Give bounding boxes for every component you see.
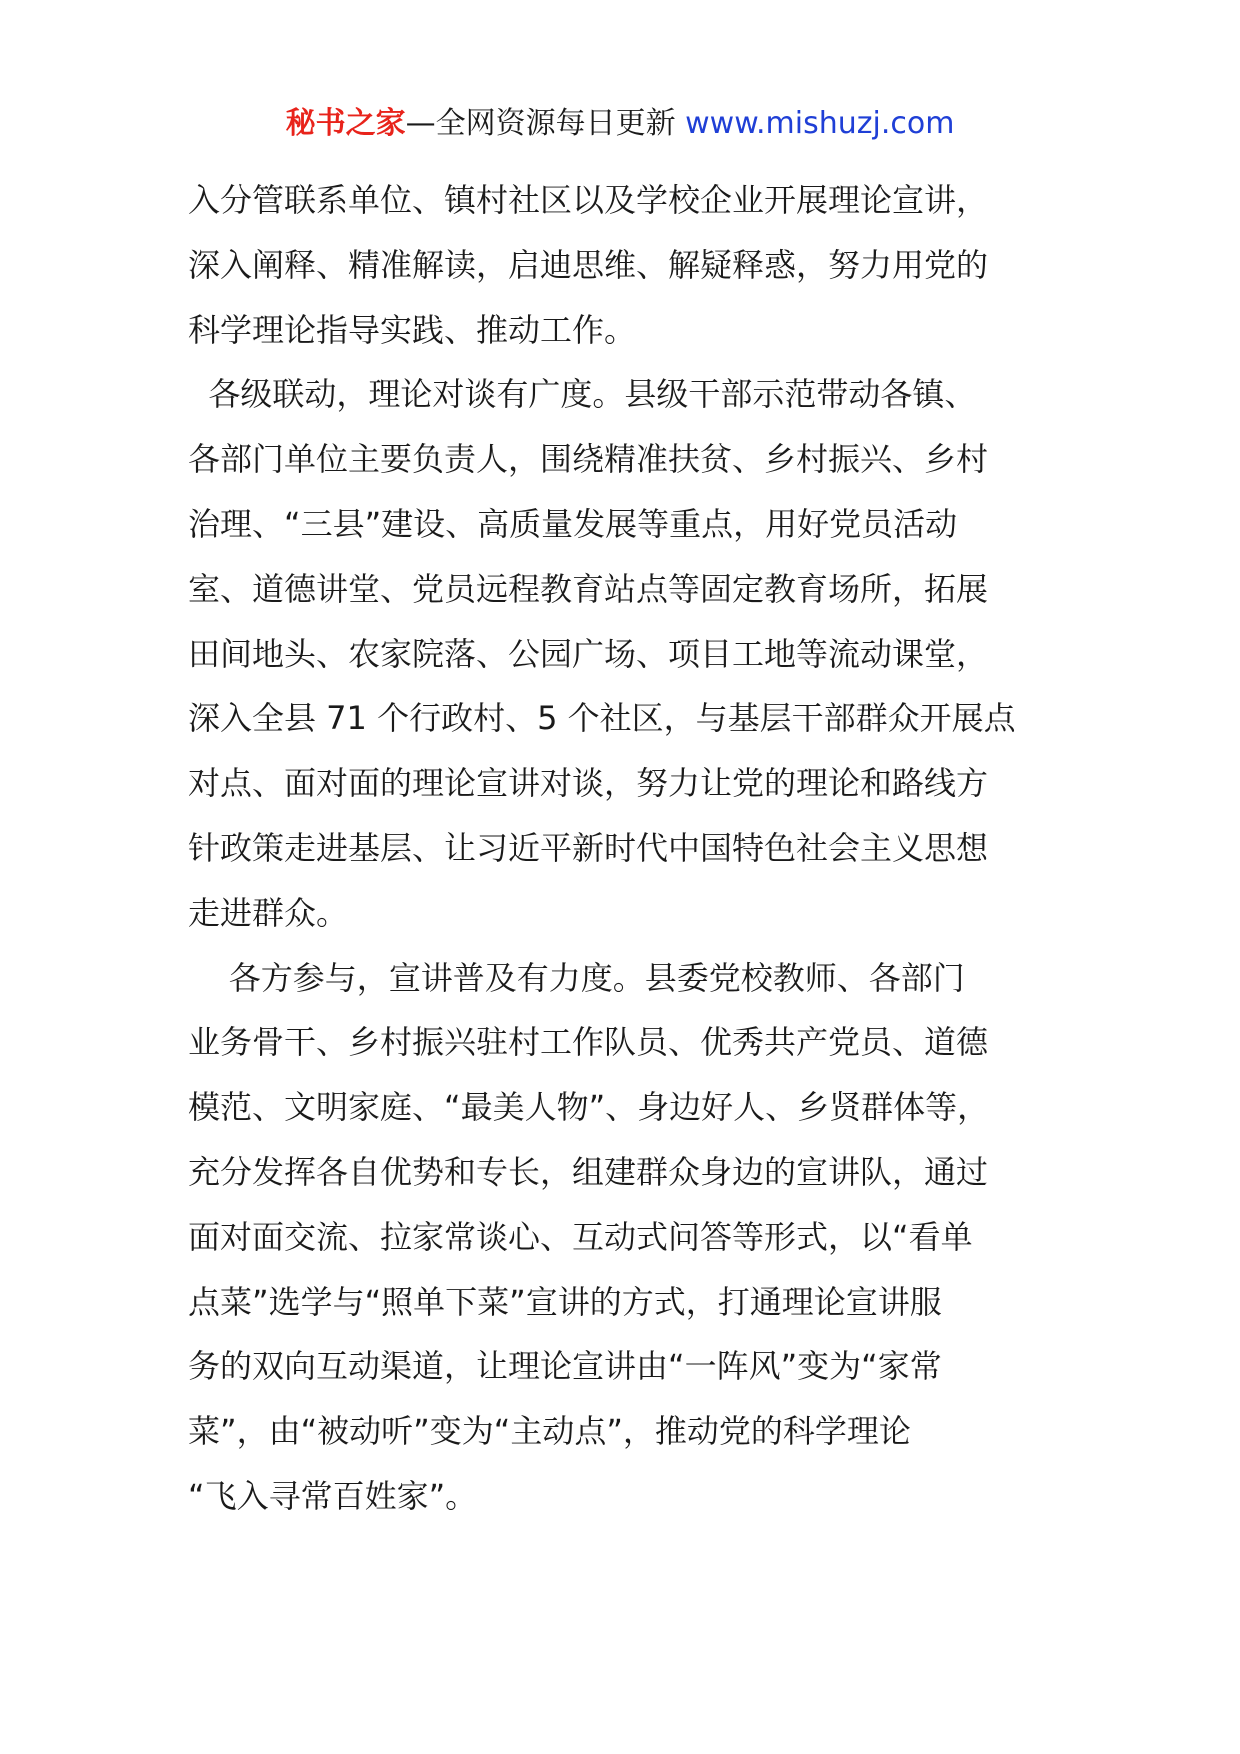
text-line: 各方参与，宣讲普及有力度。县委党校教师、各部门	[188, 958, 965, 997]
document-body	[188, 168, 1068, 1529]
site-header	[0, 102, 1240, 146]
text-line: 菜”，由“被动听”变为“主动点”，推动党的科学理论	[188, 1412, 911, 1451]
text-line: 面对面交流、拉家常谈心、互动式问答等形式，以“看单	[188, 1217, 973, 1256]
text-line: 深入阐释、精准解读，启迪思维、解疑释惑，努力用党的	[188, 245, 989, 284]
text-line: “飞入寻常百姓家”。	[188, 1476, 478, 1515]
text-line: 务的双向互动渠道，让理论宣讲由“一阵风”变为“家常	[188, 1347, 942, 1386]
site-url[interactable]: www.mishuzj.com	[685, 106, 955, 141]
text-line: 田间地头、农家院落、公园广场、项目工地等流动课堂，	[188, 634, 989, 673]
text-line: 模范、文明家庭、“最美人物”、身边好人、乡贤群体等，	[188, 1088, 990, 1127]
text-line: 对点、面对面的理论宣讲对谈，努力让党的理论和路线方	[188, 764, 989, 803]
paragraph	[188, 946, 1068, 1529]
text-line: 针政策走进基层、让习近平新时代中国特色社会主义思想	[188, 828, 989, 867]
text-line: 入分管联系单位、镇村社区以及学校企业开展理论宣讲，	[188, 181, 989, 219]
text-line: 各部门单位主要负责人，围绕精准扶贫、乡村振兴、乡村	[188, 440, 989, 479]
brand-name: 秘书之家	[285, 106, 406, 141]
text-line: 室、道德讲堂、党员远程教育站点等固定教育场所，拓展	[188, 569, 989, 608]
header-tagline: —全网资源每日更新	[405, 106, 686, 141]
text-line: 充分发挥各自优势和专长，组建群众身边的宣讲队，通过	[188, 1152, 989, 1191]
text-line: 科学理论指导实践、推动工作。	[188, 310, 637, 349]
text-line: 治理、“三县”建设、高质量发展等重点，用好党员活动	[188, 504, 958, 543]
text-line: 走进群众。	[188, 893, 349, 932]
text-line: 各级联动，理论对谈有广度。县级干部示范带动各镇、	[188, 375, 977, 414]
text-line: 深入全县 71 个行政村、5 个社区，与基层干部群众开展点	[188, 699, 1016, 738]
paragraph	[188, 362, 1068, 945]
text-line: 业务骨干、乡村振兴驻村工作队员、优秀共产党员、道德	[188, 1023, 989, 1062]
text-line: 点菜”选学与“照单下菜”宣讲的方式，打通理论宣讲服	[188, 1282, 942, 1321]
paragraph	[188, 168, 1068, 362]
